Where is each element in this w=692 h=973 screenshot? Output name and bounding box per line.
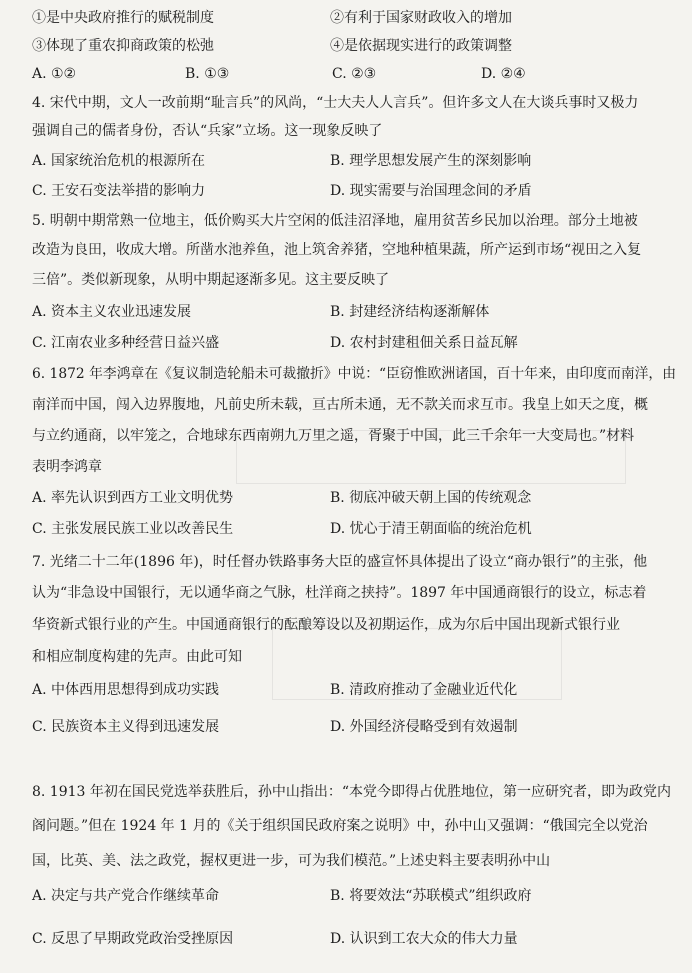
question-8-stem-line: 国，比英、美、法之政党，握权更进一步，可为我们模范。”上述史料主要表明孙中山 (32, 853, 551, 869)
question-5-stem-line: 5. 明朝中期常熟一位地主，低价购买大片空闲的低洼沼泽地，雇用贫苦乡民加以治理。部分土地被 (32, 213, 638, 229)
question-6-stem-line: 南洋而中国，闯入边界腹地，凡前史所未载，亘古所未通，无不款关而求互市。我皇上如天之度，概 (32, 397, 648, 413)
option-d: D. 认识到工农大众的伟大力量 (330, 931, 518, 947)
option-a: A. ①② (32, 66, 77, 82)
option-d: D. 农村封建租佃关系日益瓦解 (330, 335, 518, 351)
option-b: B. 清政府推动了金融业近代化 (330, 682, 518, 698)
question-7-stem-line: 和相应制度构建的先声。由此可知 (32, 649, 242, 665)
option-d: D. 忧心于清王朝面临的统治危机 (330, 521, 532, 537)
statement-2: ②有利于国家财政收入的增加 (330, 10, 512, 26)
question-7-stem-line: 认为“非急设中国银行，无以通华商之气脉，杜洋商之挟持”。1897 年中国通商银行的设立，标志着 (32, 585, 647, 601)
question-6-stem-line: 与立约通商，以牢笼之，合地球东西南朔九万里之遥，胥聚于中国，此三千余年一大变局也。”材料 (32, 428, 635, 444)
option-b: B. 彻底冲破天朝上国的传统观念 (330, 490, 532, 506)
option-d: D. ②④ (481, 66, 526, 82)
question-5-stem-line: 三倍”。类似新现象，从明中期起逐渐多见。这主要反映了 (32, 272, 390, 288)
question-4-stem-line: 4. 宋代中期，文人一改前期“耻言兵”的风尚，“士大夫人人言兵”。但许多文人在大谈兵事时又极力 (32, 95, 639, 111)
option-c: C. 主张发展民族工业以改善民生 (32, 521, 234, 537)
option-b: B. 理学思想发展产生的深刻影响 (330, 153, 532, 169)
option-c: C. 民族资本主义得到迅速发展 (32, 719, 220, 735)
statement-4: ④是依据现实进行的政策调整 (330, 38, 512, 54)
option-b: B. 封建经济结构逐渐解体 (330, 304, 490, 320)
statement-1: ①是中央政府推行的赋税制度 (32, 10, 214, 26)
option-a: A. 决定与共产党合作继续革命 (32, 888, 220, 904)
question-6-stem-line: 6. 1872 年李鸿章在《复议制造轮船未可裁撤折》中说：“臣窃惟欧洲诸国，百十年来，由印度而南洋，由 (32, 366, 677, 382)
option-c: C. ②③ (332, 66, 377, 82)
question-8-stem-line: 阁问题。”但在 1924 年 1 月的《关于组织国民政府案之说明》中，孙中山又强调：“俄国完全以党治 (32, 818, 648, 834)
option-a: A. 率先认识到西方工业文明优势 (32, 490, 234, 506)
option-a: A. 中体西用思想得到成功实践 (32, 682, 220, 698)
option-d: D. 现实需要与治国理念间的矛盾 (330, 183, 532, 199)
question-5-stem-line: 改造为良田，收成大增。所凿水池养鱼，池上筑舍养猪，空地种植果蔬，所产运到市场“视田之入复 (32, 242, 642, 258)
option-d: D. 外国经济侵略受到有效遏制 (330, 719, 518, 735)
question-8-stem-line: 8. 1913 年初在国民党选举获胜后，孙中山指出：“本党今即得占优胜地位，第一应研究者，即为政党内 (32, 784, 672, 800)
option-b: B. ①③ (185, 66, 230, 82)
statement-3: ③体现了重农抑商政策的松弛 (32, 38, 214, 54)
option-b: B. 将要效法“苏联模式”组织政府 (330, 888, 532, 904)
question-4-stem-line: 强调自己的儒者身份，否认“兵家”立场。这一现象反映了 (32, 123, 383, 139)
question-7-stem-line: 7. 光绪二十二年(1896 年)，时任督办铁路事务大臣的盛宣怀具体提出了设立“商办银行”的主张，他 (32, 554, 648, 570)
option-c: C. 反思了早期政党政治受挫原因 (32, 931, 234, 947)
question-6-stem-line: 表明李鸿章 (32, 459, 102, 475)
option-c: C. 王安石变法举措的影响力 (32, 183, 206, 199)
option-c: C. 江南农业多种经营日益兴盛 (32, 335, 220, 351)
option-a: A. 国家统治危机的根源所在 (32, 153, 206, 169)
option-a: A. 资本主义农业迅速发展 (32, 304, 192, 320)
question-7-stem-line: 华资新式银行业的产生。中国通商银行的酝酿筹设以及初期运作，成为尔后中国出现新式银行业 (32, 617, 620, 633)
